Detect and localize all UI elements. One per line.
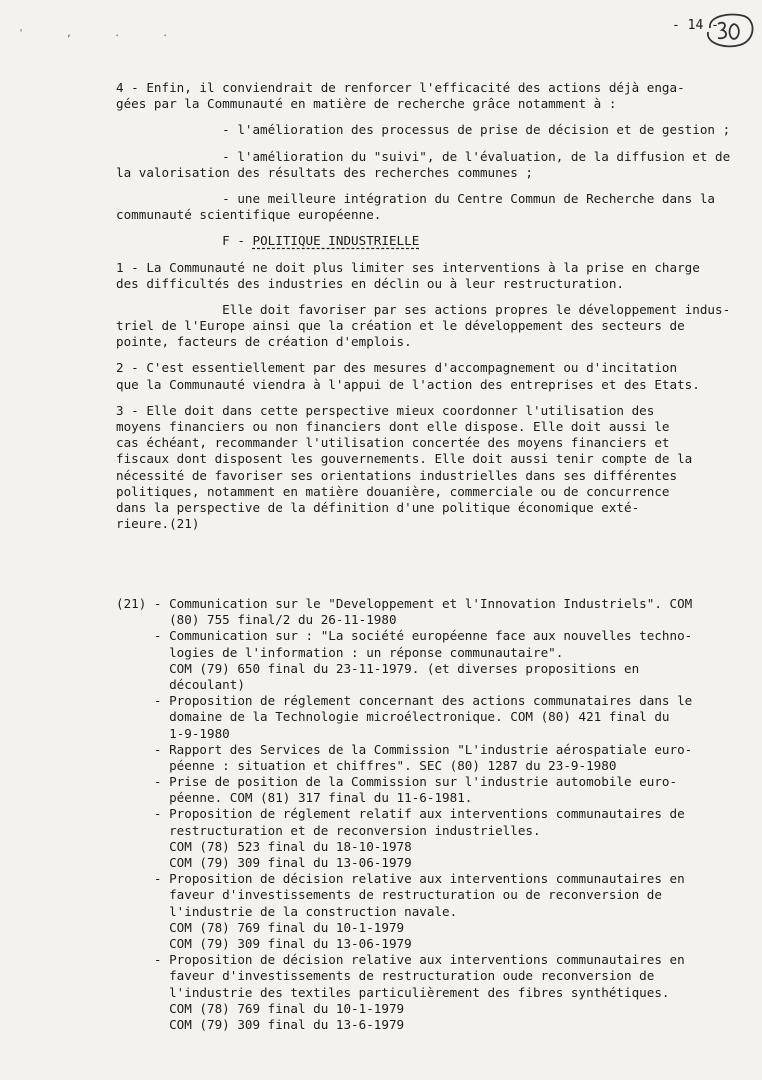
footnote-line: - Prise de position de la Commission sur l'industrie automobile euro- — [116, 774, 678, 790]
footnote-line: péenne : situation et chiffres". SEC (80) 1287 du 23-9-1980 — [116, 757, 617, 773]
footnote-line: l'industrie des textiles particulièrement des fibres synthétiques. — [116, 984, 670, 1000]
section-letter: F - — [116, 233, 253, 249]
footnote-line: (80) 755 final/2 du 26-11-1980 — [116, 612, 397, 628]
footnote-line: - Proposition de réglement relatif aux interventions communautaires de — [116, 806, 685, 822]
footnote-line: COM (78) 769 final du 10-1-1979 — [116, 919, 405, 935]
footnote-line: COM (79) 309 final du 13-6-1979 — [116, 1016, 405, 1032]
paragraph-4: 4 - Enfin, il conviendrait de renforcer l'efficacité des actions déjà enga- gées par la Communauté en matière de recherche grâce notamment à : — [116, 80, 685, 112]
footnote-line: péenne. COM (81) 317 final du 11-6-1981. — [116, 790, 473, 806]
footnote-line: COM (79) 309 final du 13-06-1979 — [116, 855, 412, 870]
paragraph-f2: 2 - C'est essentiellement par des mesures d'accompagnement ou d'incitation que la Communauté viendra à l'appui de l'action des entreprises et des Etats. — [116, 360, 700, 392]
footnote-line: faveur d'investissements de restructuration oude reconversion de — [116, 968, 655, 984]
footnote-line: l'industrie de la construction navale. — [116, 903, 458, 919]
main-text — [116, 80, 731, 532]
paragraph-4-item-3: - une meilleure intégration du Centre Commun de Recherche dans la communauté scientifique européenne. — [116, 190, 715, 223]
scan-specks: ' , . . — [18, 28, 187, 39]
footnote-line: - Proposition de réglement concernant des actions communataires dans le — [116, 693, 693, 709]
paragraph-f1: 1 - La Communauté ne doit plus limiter ses interventions à la prise en charge des difficultés des industries en déclin ou à leur restructuration. — [116, 259, 700, 291]
footnote-line: restructuration et de reconversion industrielles. — [116, 822, 541, 838]
handwritten-page-stamp — [700, 10, 758, 50]
footnote-line: - Rapport des Services de la Commission "L'industrie aérospatiale euro- — [116, 741, 693, 757]
section-heading — [116, 233, 716, 249]
paragraph-f3: 3 - Elle doit dans cette perspective mieux coordonner l'utilisation des moyens financiers ou non financiers dont elle dispose. Elle doit aussi le cas échéant, recommander l'utilisation concertée des moyens financiers et fiscaux dont disposent les gouvernements. Elle doit aussi tenir compte de la nécessité de favoriser ses orientations industrielles dans ses différentes politiques, notamment en matière douanière, commerciale ou de concurrence dans la perspective de la définition d'une politique économique exté- rieure.(21) — [116, 402, 693, 532]
footnote-line: COM (79) 650 final du 23-11-1979. (et diverses propositions en — [116, 660, 640, 676]
page-number: - 14 - — [672, 18, 719, 33]
paragraph-4-item-2: - l'amélioration du "suivi", de l'évaluation, de la diffusion et de la valorisation des résultats des recherches communes ; — [116, 148, 731, 180]
paragraph-f1b: Elle doit favoriser par ses actions propres le développement indus- triel de l'Europe ainsi que la création et le développement des secteurs de pointe, facteurs de création d'emplois. — [116, 301, 731, 350]
footnote-21 — [116, 596, 716, 1033]
footnote-line: logies de l'information : un réponse communautaire". — [116, 644, 564, 660]
footnote-line: - Proposition de décision relative aux interventions communautaires en — [116, 871, 685, 887]
footnote-line: COM (78) 769 final du 10-1-1979 — [116, 1000, 405, 1016]
footnote-line: - Communication sur : "La société européenne face aux nouvelles techno- — [116, 628, 693, 644]
footnote-line: COM (78) 523 final du 18-10-1978 — [116, 838, 412, 854]
footnote-line: - Proposition de décision relative aux interventions communautaires en — [116, 952, 685, 968]
footnote-line: COM (79) 309 final du 13-06-1979 — [116, 935, 412, 951]
footnote-line: découlant) — [116, 676, 245, 692]
section-title: POLITIQUE INDUSTRIELLE — [252, 233, 420, 249]
footnote-line: faveur d'investissements de restructuration ou de reconversion de — [116, 887, 662, 903]
footnote-line: (21) - Communication sur le "Developpement et l'Innovation Industriels". COM — [116, 596, 693, 611]
paragraph-4-item-1: - l'amélioration des processus de prise de décision et de gestion ; — [116, 122, 731, 138]
footnote-line: domaine de la Technologie microélectronique. COM (80) 421 final du — [116, 709, 670, 725]
footnote-line: 1-9-1980 — [116, 725, 230, 741]
